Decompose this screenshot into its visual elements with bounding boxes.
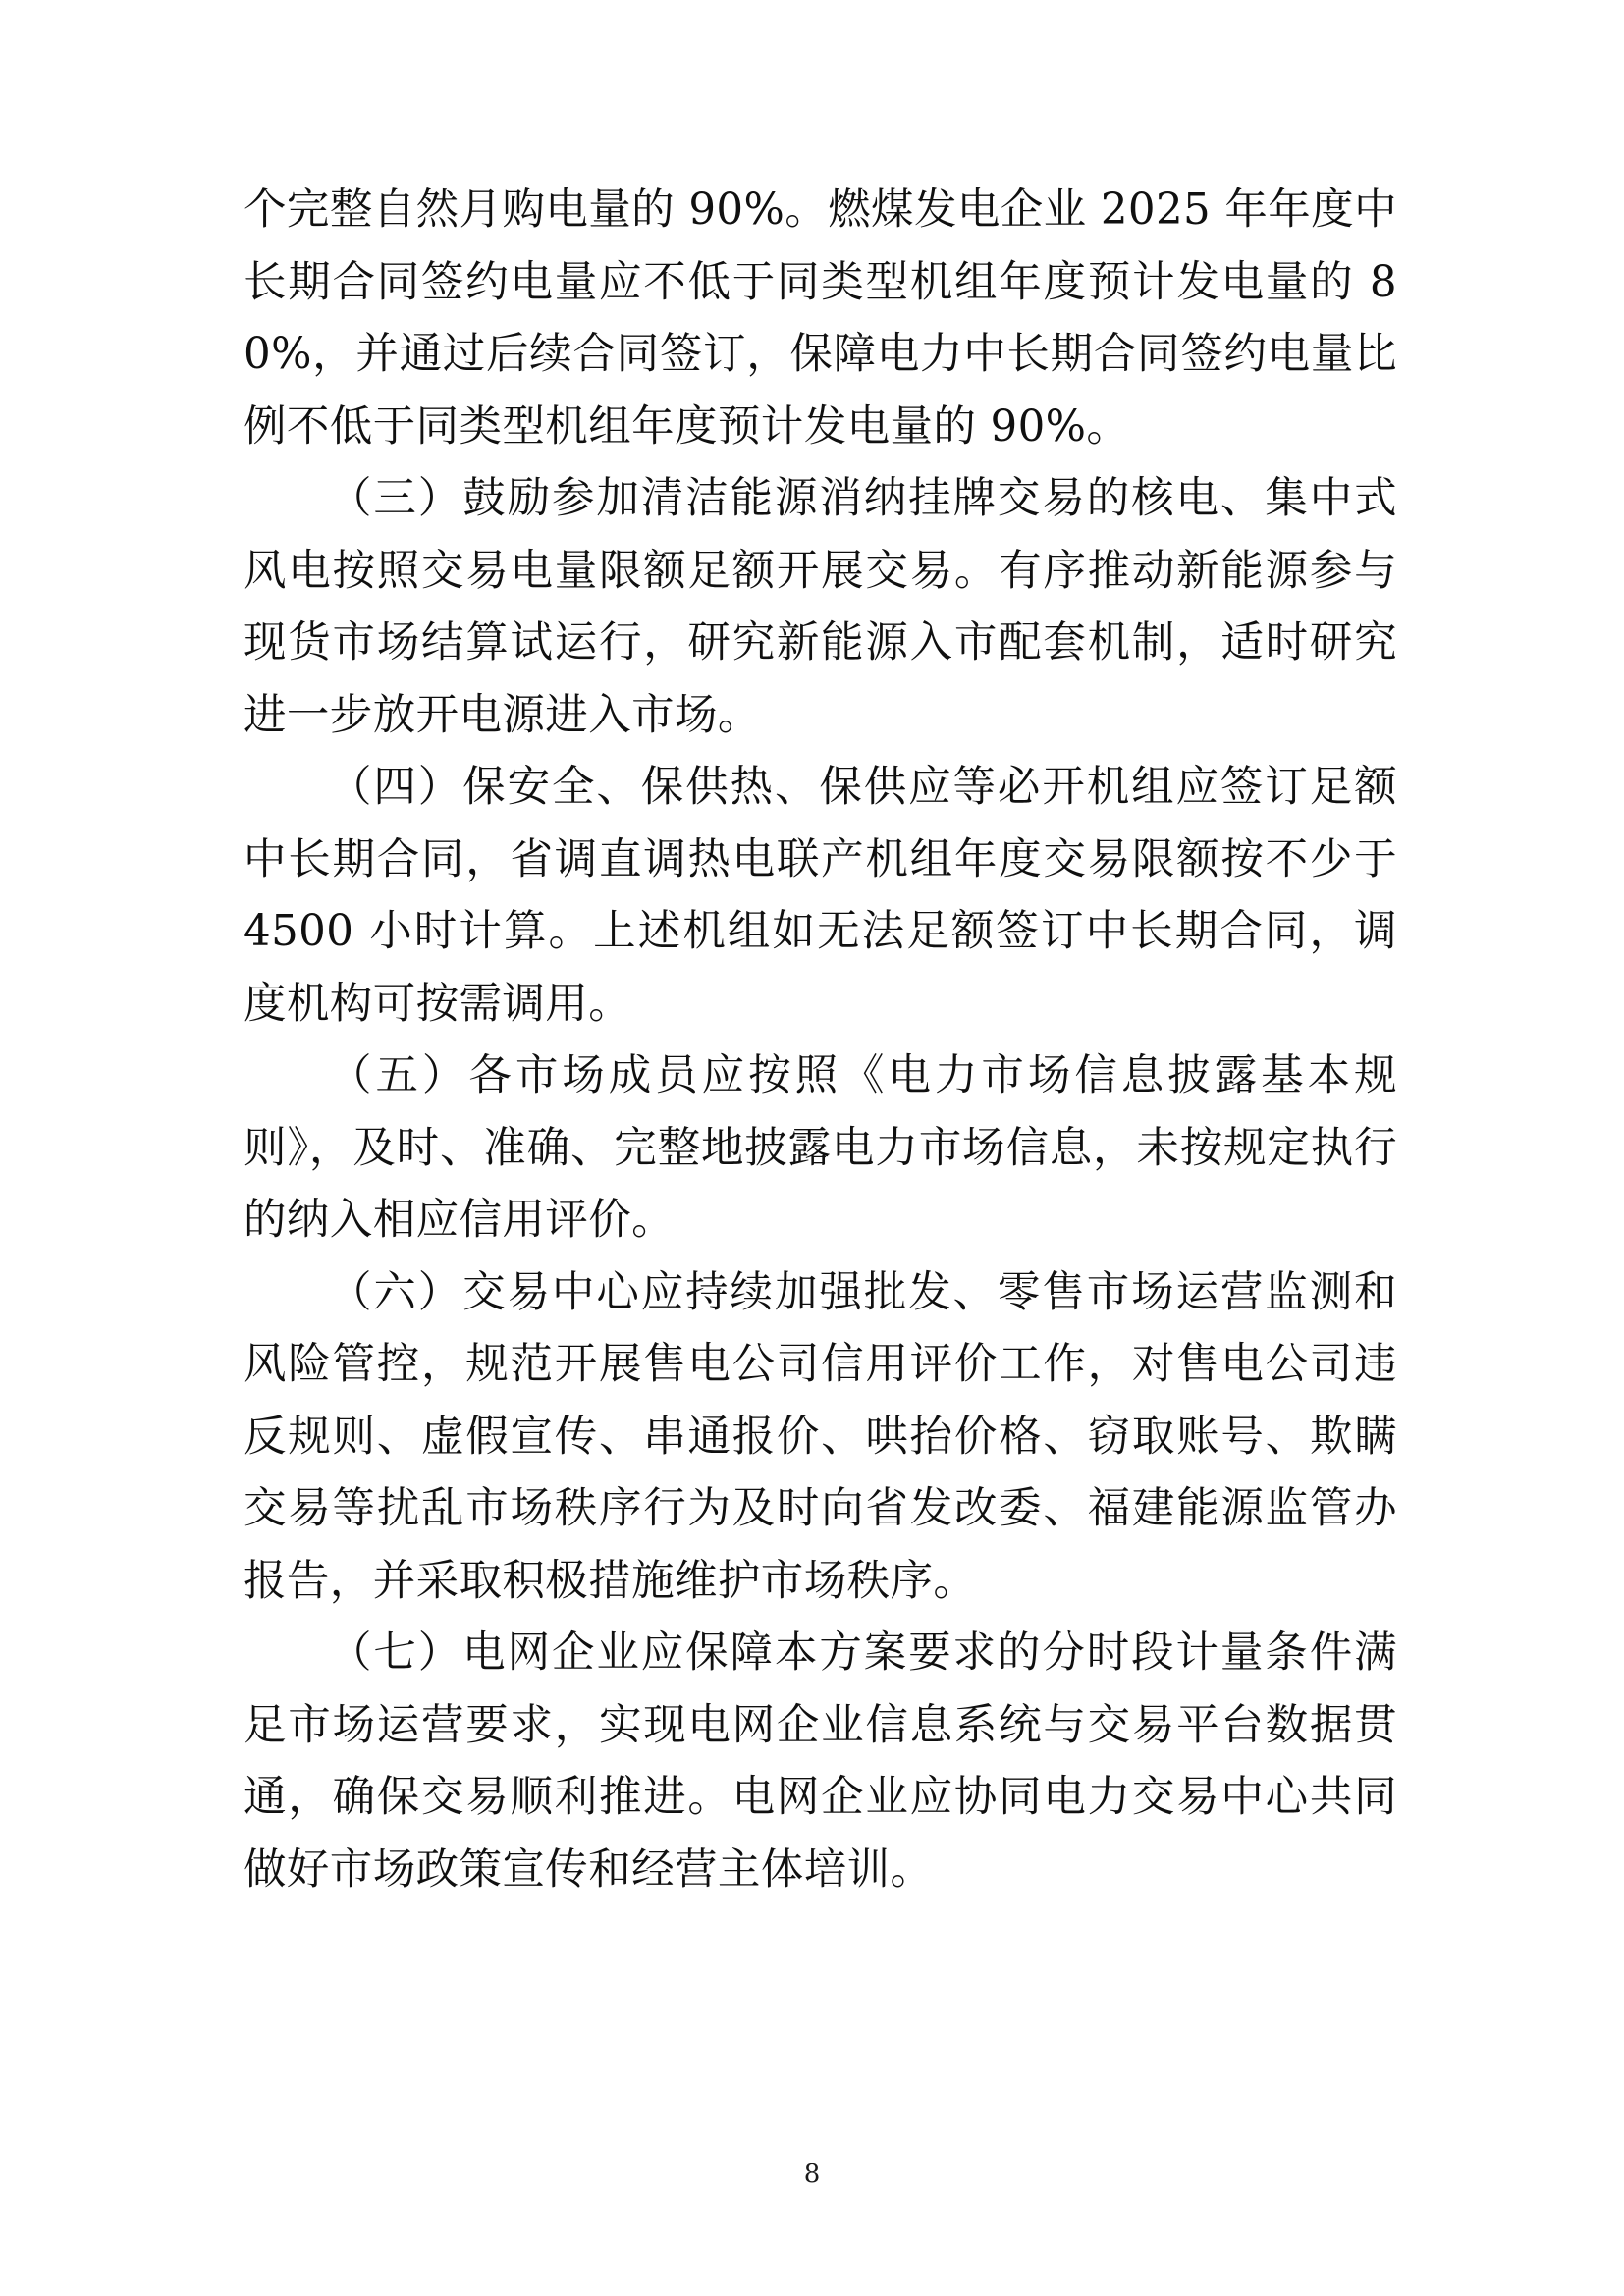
paragraph-item-five: （五）各市场成员应按照《电力市场信息披露基本规则》，及时、准确、完整地披露电力市场信息，未按规定执行的纳入相应信用评价。 [244, 1051, 1397, 1245]
paragraph-item-seven: （七）电网企业应保障本方案要求的分时段计量条件满足市场运营要求，实现电网企业信息系统与交易平台数据贯通，确保交易顺利推进。电网企业应协同电力交易中心共同做好市场政策宣传和经营主体培训。 [244, 1629, 1397, 1895]
paragraph-item-four: （四）保安全、保供热、保供应等必开机组应签订足额中长期合同，省调直调热电联产机组年度交易限额按不少于 4500 小时计算。上述机组如无法足额签订中长期合同，调度机构可按需调用。 [244, 763, 1397, 1029]
paragraph-item-six: （六）交易中心应持续加强批发、零售市场运营监测和风险管控，规范开展售电公司信用评价工作，对售电公司违反规则、虚假宣传、串通报价、哄抬价格、窃取账号、欺瞒交易等扰乱市场秩序行为及时向省发改委、福建能源监管办报告，并采取积极措施维护市场秩序。 [244, 1267, 1397, 1606]
page-number: 8 [803, 2160, 821, 2189]
paragraph-item-three: （三）鼓励参加清洁能源消纳挂牌交易的核电、集中式风电按照交易电量限额足额开展交易。有序推动新能源参与现货市场结算试运行，研究新能源入市配套机制，适时研究进一步放开电源进入市场。 [244, 474, 1397, 740]
paragraph-continuation: 个完整自然月购电量的 90%。燃煤发电企业 2025 年年度中长期合同签约电量应不低于同类型机组年度预计发电量的 80%，并通过后续合同签订，保障电力中长期合同签约电量比例不低于同类型机组年度预计发电量的 90%。 [244, 186, 1397, 452]
page-body [244, 175, 1397, 1906]
